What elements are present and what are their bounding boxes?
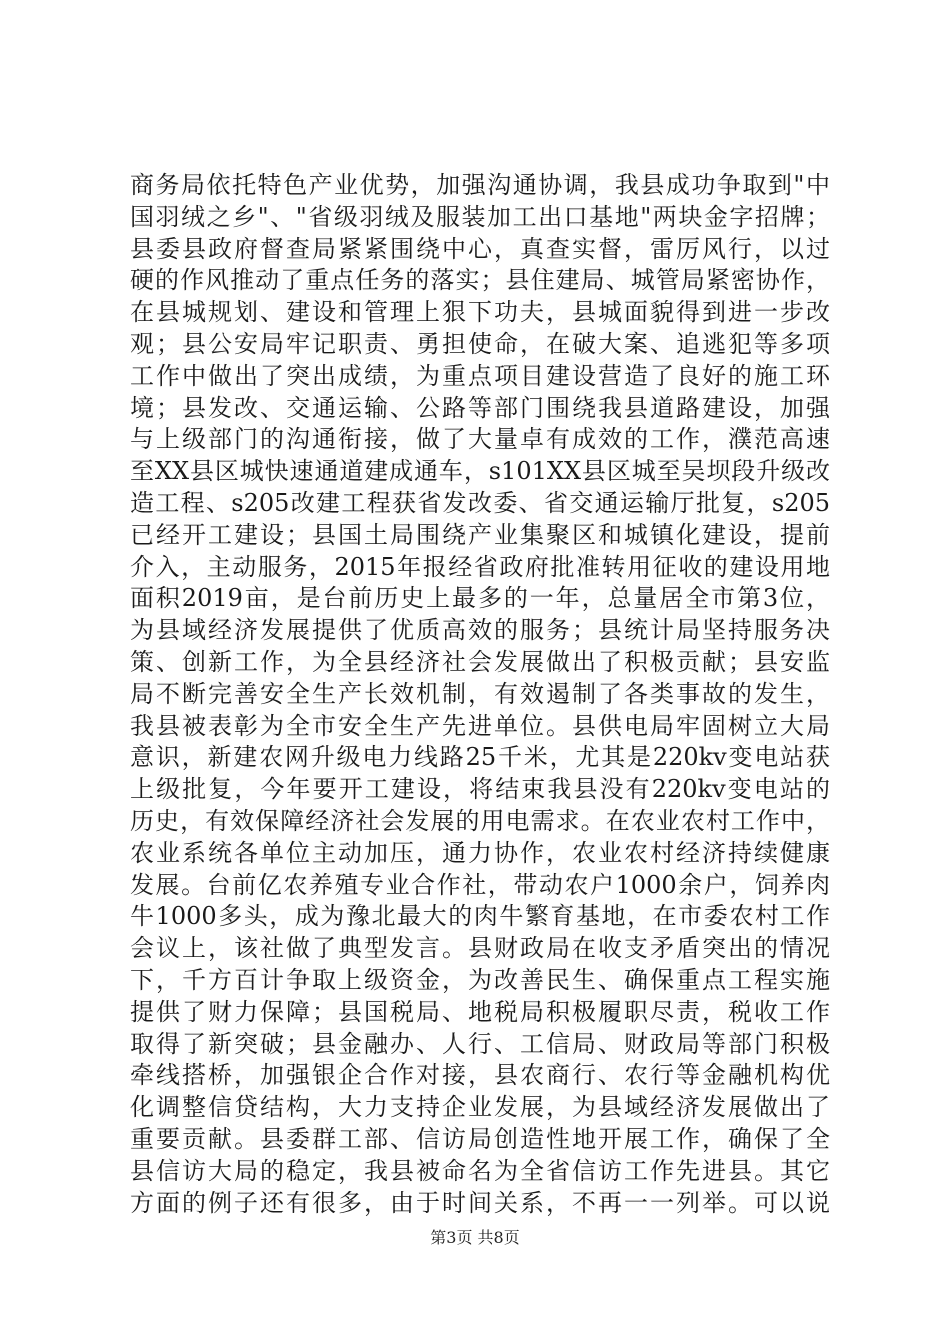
text-line: 意识，新建农网升级电力线路25千米，尤其是220kv变电站获 [130,743,830,772]
text-line: 观；县公安局牢记职责、勇担使命，在破大案、追逃犯等多项 [130,329,830,358]
text-line: 策、创新工作，为全县经济社会发展做出了积极贡献；县安监 [130,647,830,676]
text-line: 我县被表彰为全市安全生产先进单位。县供电局牢固树立大局 [130,711,830,740]
text-line: 在县城规划、建设和管理上狠下功夫，县城面貌得到进一步改 [130,298,830,327]
text-line: 县委县政府督查局紧紧围绕中心，真查实督，雷厉风行，以过 [130,234,830,263]
text-line: 商务局依托特色产业优势，加强沟通协调，我县成功争取到"中 [130,171,830,199]
text-line: 提供了财力保障；县国税局、地税局积极履职尽责，税收工作 [130,997,830,1026]
text-line: 会议上，该社做了典型发言。县财政局在收支矛盾突出的情况 [130,934,830,963]
text-line: 境；县发改、交通运输、公路等部门围绕我县道路建设，加强 [130,393,830,422]
text-line: 县信访大局的稳定，我县被命名为全省信访工作先进县。其它 [130,1156,830,1185]
text-line: 历史，有效保障经济社会发展的用电需求。在农业农村工作中， [130,806,830,835]
text-line: 工作中做出了突出成绩，为重点项目建设营造了良好的施工环 [130,361,830,390]
page-number: 第3页 共8页 [430,1228,520,1247]
text-line: 局不断完善安全生产长效机制，有效遏制了各类事故的发生， [130,679,830,708]
text-line: 牵线搭桥，加强银企合作对接，县农商行、农行等金融机构优 [130,1061,830,1090]
text-line: 国羽绒之乡"、"省级羽绒及服装加工出口基地"两块金字招牌； [130,202,830,231]
text-line: 取得了新突破；县金融办、人行、工信局、财政局等部门积极 [130,1029,830,1058]
text-line: 发展。台前亿农养殖专业合作社，带动农户1000余户，饲养肉 [130,870,830,899]
text-line: 方面的例子还有很多，由于时间关系，不再一一列举。可以说 [130,1188,830,1217]
text-line: 与上级部门的沟通衔接，做了大量卓有成效的工作，濮范高速 [130,425,830,454]
text-line: 化调整信贷结构，大力支持企业发展，为县域经济发展做出了 [130,1093,830,1122]
text-line: 介入，主动服务，2015年报经省政府批准转用征收的建设用地 [130,552,830,581]
text-line: 下，千方百计争取上级资金，为改善民生、确保重点工程实施 [130,965,830,994]
text-line: 硬的作风推动了重点任务的落实；县住建局、城管局紧密协作， [130,266,830,295]
text-line: 农业系统各单位主动加压，通力协作，农业农村经济持续健康 [130,838,830,867]
text-line: 已经开工建设；县国土局围绕产业集聚区和城镇化建设，提前 [130,520,830,549]
text-line: 造工程、s205改建工程获省发改委、省交通运输厅批复，s205 [130,488,830,517]
text-line: 至XX县区城快速通道建成通车，s101XX县区城至吴坝段升级改 [130,457,830,486]
text-line: 牛1000多头，成为豫北最大的肉牛繁育基地，在市委农村工作 [130,902,830,931]
text-line: 上级批复，今年要开工建设，将结束我县没有220kv变电站的 [130,775,830,804]
document-body [130,170,830,1219]
text-line: 重要贡献。县委群工部、信访局创造性地开展工作，确保了全 [130,1124,830,1153]
text-line: 面积2019亩，是台前历史上最多的一年，总量居全市第3位， [130,584,830,613]
text-line: 为县域经济发展提供了优质高效的服务；县统计局坚持服务决 [130,616,830,645]
page-footer [0,1225,950,1248]
